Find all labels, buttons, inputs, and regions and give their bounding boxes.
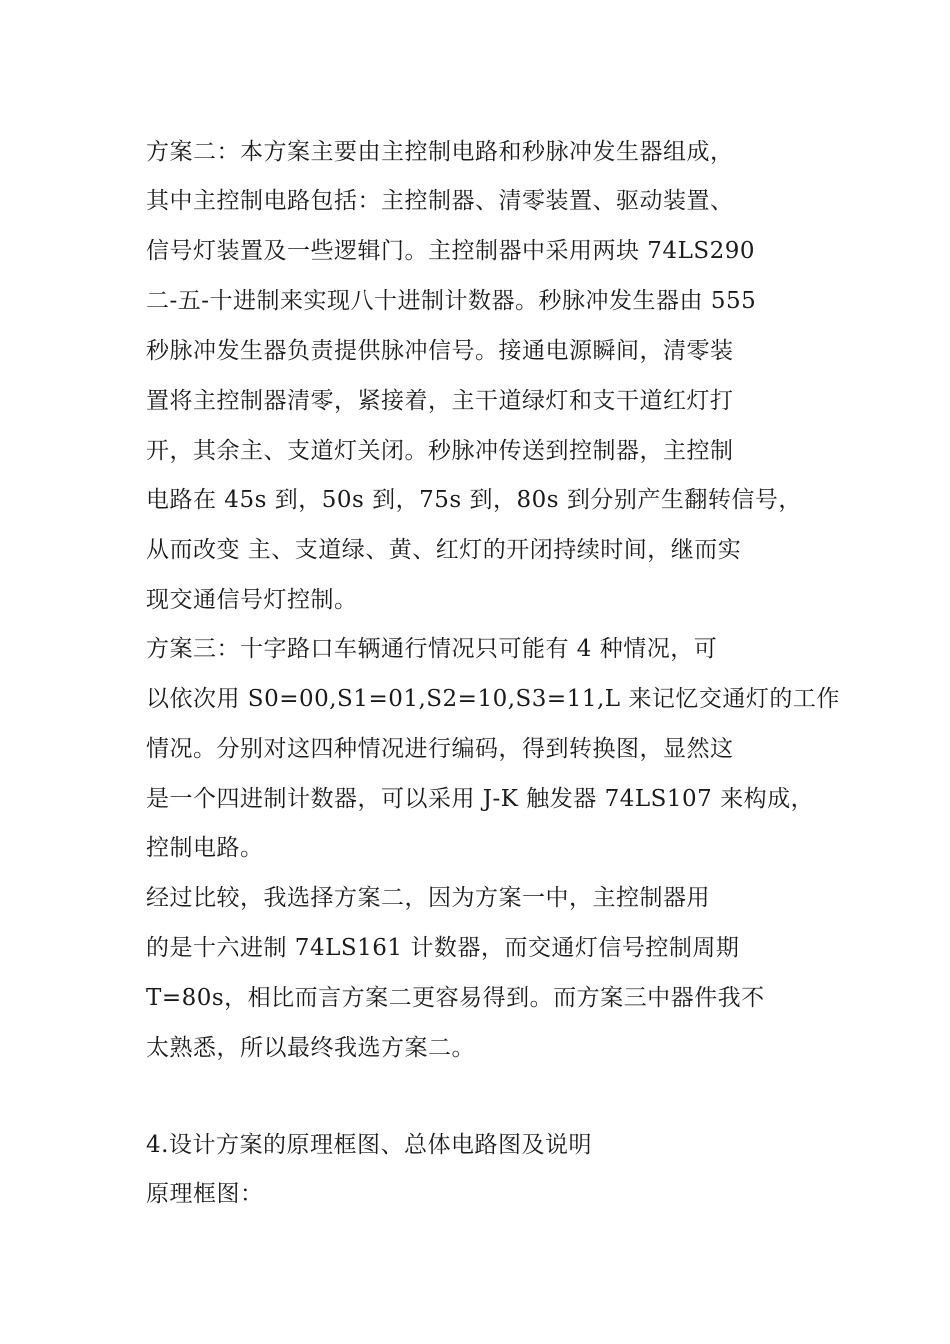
subheading-block-diagram: 原理框图： bbox=[146, 1181, 264, 1207]
paragraph-scheme2-line-5: 秒脉冲发生器负责提供脉冲信号。接通电源瞬间，清零装 bbox=[146, 338, 734, 364]
paragraph-scheme2-line-8: 电路在 45s 到，50s 到，75s 到，80s 到分别产生翻转信号， bbox=[146, 487, 802, 513]
paragraph-scheme3-line-2: 以依次用 S0=00,S1=01,S2=10,S3=11,L 来记忆交通灯的工作 bbox=[146, 686, 840, 712]
paragraph-scheme2-line-6: 置将主控制器清零，紧接着，主干道绿灯和支干道红灯打 bbox=[146, 388, 734, 414]
paragraph-scheme3-line-1: 方案三：十字路口车辆通行情况只可能有 4 种情况，可 bbox=[146, 636, 718, 662]
paragraph-scheme2-line-3: 信号灯装置及一些逻辑门。主控制器中采用两块 74LS290 bbox=[146, 238, 756, 264]
section-heading: 4.设计方案的原理框图、总体电路图及说明 bbox=[146, 1132, 592, 1158]
paragraph-scheme2-line-2: 其中主控制电路包括：主控制器、清零装置、驱动装置、 bbox=[146, 188, 734, 214]
paragraph-scheme2-line-7: 开，其余主、支道灯关闭。秒脉冲传送到控制器，主控制 bbox=[146, 438, 734, 464]
paragraph-scheme3-line-4: 是一个四进制计数器，可以采用 J-K 触发器 74LS107 来构成， bbox=[146, 786, 815, 812]
paragraph-comparison-line-2: 的是十六进制 74LS161 计数器，而交通灯信号控制周期 bbox=[146, 935, 740, 961]
paragraph-scheme2-line-1: 方案二：本方案主要由主控制电路和秒脉冲发生器组成， bbox=[146, 139, 734, 165]
paragraph-scheme3-line-3: 情况。分别对这四种情况进行编码，得到转换图，显然这 bbox=[146, 736, 734, 762]
paragraph-comparison-line-1: 经过比较，我选择方案二，因为方案一中，主控制器用 bbox=[146, 885, 710, 911]
paragraph-scheme2-line-4: 二-五-十进制来实现八十进制计数器。秒脉冲发生器由 555 bbox=[146, 288, 757, 314]
paragraph-comparison-line-4: 太熟悉，所以最终我选方案二。 bbox=[146, 1035, 475, 1061]
paragraph-comparison-line-3: T=80s，相比而言方案二更容易得到。而方案三中器件我不 bbox=[146, 985, 765, 1011]
paragraph-scheme2-line-9: 从而改变 主、支道绿、黄、红灯的开闭持续时间，继而实 bbox=[146, 537, 742, 563]
paragraph-scheme3-line-5: 控制电路。 bbox=[146, 835, 264, 861]
paragraph-scheme2-line-10: 现交通信号灯控制。 bbox=[146, 587, 358, 613]
